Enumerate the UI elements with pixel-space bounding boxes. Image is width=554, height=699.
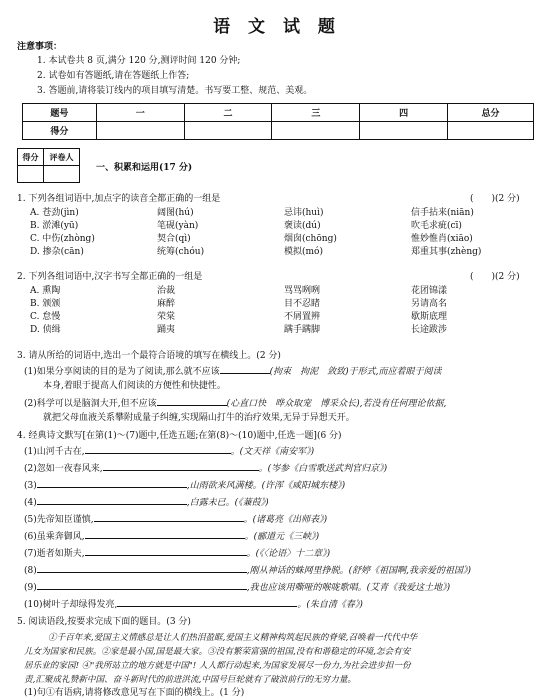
poem-prefix: (8) [24, 566, 37, 576]
q3-sub2-text: (2)科学可以是脑洞大开,但不应该 [24, 399, 157, 409]
poem-source: 。(文天祥《南安军》) [230, 447, 315, 457]
answer-blank[interactable] [117, 606, 297, 607]
poem-line [24, 582, 450, 595]
option: 骂骂咧咧 [284, 286, 321, 296]
header-cell: 二 [184, 104, 272, 122]
notice-item: 3. 答题前,请将装订线内的项目填写清楚。书写要工整、规范、美观。 [37, 86, 313, 96]
poem-source: ,白露未已。(《蒹葭》) [186, 498, 269, 508]
option: D. 掺杂(cān) [30, 247, 84, 257]
poem-prefix: (9) [24, 583, 37, 593]
q3-sub2-line2: 就把父母血液关系攀附成量子纠缠,实现隔山打牛的治疗效果,无异于异想天开。 [43, 413, 355, 423]
header-cell: 四 [360, 104, 448, 122]
header-cell: 一 [96, 104, 184, 122]
poem-source: 。(诸葛亮《出师表》) [243, 515, 328, 525]
q3-sub2-choices: (心直口快 哗众取宠 博采众长),若没有任何理论依据, [226, 399, 447, 409]
q5-sub1: (1)句①有语病,请将修改意见写在下面的横线上。(1 分) [24, 688, 245, 698]
q3-sub1-line2: 本身,着眼于提高人们阅读的方便性和快捷性。 [43, 381, 226, 391]
grader-score-label: 得分 [18, 149, 44, 166]
grader-score-cell[interactable] [18, 166, 44, 183]
notice-item: 2. 试卷如有答题纸,请在答题纸上作答; [37, 71, 190, 81]
exam-title: 语 文 试 题 [213, 17, 341, 37]
option: 信手拈来(niān) [411, 208, 474, 218]
option: A. 苍劲(jìn) [30, 208, 79, 218]
poem-prefix: (6)虽乘奔御风, [24, 532, 85, 542]
section-title: 一、积累和运用(17 分) [96, 163, 193, 173]
option: 郑重其事(zhèng) [411, 247, 482, 257]
option: 不屑置辨 [284, 312, 321, 322]
q2-mark: ( )(2 分) [470, 272, 520, 282]
option: 模拟(mó) [284, 247, 323, 257]
poem-prefix: (7)逝者如斯夫, [24, 549, 85, 559]
header-cell: 总分 [448, 104, 534, 122]
q3-sub2-line1 [24, 398, 446, 411]
option: 吹毛求疵(cī) [411, 221, 462, 231]
poem-prefix: (4) [24, 498, 37, 508]
score-cell[interactable] [272, 122, 360, 140]
poem-prefix: (5)先帝知臣谨慎, [24, 515, 94, 525]
option: D. 侦缉 [30, 325, 61, 335]
option: 麻醉 [157, 299, 176, 309]
answer-blank[interactable] [157, 405, 227, 406]
poem-line [24, 463, 387, 476]
option: 烟囱(chōng) [284, 234, 337, 244]
option: 蹒手蹒脚 [284, 325, 321, 335]
poem-line [24, 514, 327, 527]
option: 契合(qì) [157, 234, 191, 244]
option: 歇斯底理 [411, 312, 448, 322]
passage-line: 儿女为国家和民族。②家是最小国,国是最大家。③没有繁荣富强的祖国,没有和谐稳定的环境,怎会有安 [24, 647, 411, 657]
option: B. 颁颁 [30, 299, 61, 309]
poem-line [24, 497, 269, 510]
poem-source: 。(《〈论语〉十二章》) [246, 549, 331, 559]
poem-source: 。(郦道元《三峡》) [244, 532, 320, 542]
notice-heading: 注意事项： [17, 42, 63, 52]
option: C. 怠慢 [30, 312, 61, 322]
q5-stem: 5. 阅读语段,按要求完成下面的题目。(3 分) [17, 617, 191, 627]
option: 目不忍睹 [284, 299, 321, 309]
grader-name-cell[interactable] [44, 166, 80, 183]
poem-source: 。(岑参《白雪歌送武判官归京》) [258, 464, 388, 474]
option: 统筹(chóu) [157, 247, 205, 257]
q3-sub1-line1 [24, 366, 442, 379]
poem-line [24, 480, 345, 493]
poem-source: ,我也应该用嘶哑的喉咙歌唱。(艾青《我爱这土地》) [246, 583, 451, 593]
answer-blank[interactable] [220, 373, 270, 374]
answer-blank[interactable] [103, 470, 259, 471]
row-label: 得分 [23, 122, 97, 140]
notice-item: 1. 本试卷共 8 页,满分 120 分,测评时间 120 分钟; [37, 56, 241, 66]
option: 荣棠 [157, 312, 176, 322]
header-cell: 三 [272, 104, 360, 122]
option: 长途跋涉 [411, 325, 448, 335]
answer-blank[interactable] [94, 521, 244, 522]
option: 阔图(hú) [157, 208, 194, 218]
option: 笔砚(yàn) [157, 221, 199, 231]
poem-source: 。(朱自清《春》) [297, 600, 363, 610]
score-cell[interactable] [448, 122, 534, 140]
answer-blank[interactable] [85, 538, 245, 539]
grader-name-label: 评卷人 [44, 149, 80, 166]
q4-stem: 4. 经典诗文默写[在第(1)～(7)题中,任选五题;在第(8)～(10)题中,任选一题](6 分) [17, 431, 342, 441]
answer-blank[interactable] [37, 504, 187, 505]
q1-options [30, 207, 538, 259]
q1-stem: 1. 下列各组词语中,加点字的读音全都正确的一组是 [17, 194, 221, 204]
poem-line [24, 548, 330, 561]
answer-blank[interactable] [37, 589, 247, 590]
option: 治裁 [157, 286, 176, 296]
poem-line [24, 599, 363, 612]
table-row [23, 104, 534, 122]
poem-line [24, 565, 471, 578]
option: B. 淤滩(yū) [30, 221, 79, 231]
table-row [23, 122, 534, 140]
q3-stem: 3. 请从所给的词语中,选出一个最符合语境的填写在横线上。(2 分) [17, 351, 281, 361]
option: 惟妙惟肖(xiāo) [411, 234, 473, 244]
grader-box [17, 148, 80, 183]
answer-blank[interactable] [85, 555, 247, 556]
poem-prefix: (2)忽如一夜春风来, [24, 464, 103, 474]
poem-source: ,刚从神话的蛛网里挣脱。(舒婷《祖国啊,我亲爱的祖国》) [246, 566, 471, 576]
table-row [18, 149, 80, 166]
poem-prefix: (3) [24, 481, 37, 491]
option: 另请高名 [411, 299, 448, 309]
option: 花团锦漾 [411, 286, 448, 296]
q2-options [30, 285, 538, 337]
header-cell: 题号 [23, 104, 97, 122]
poem-line [24, 531, 319, 544]
poem-line [24, 446, 314, 459]
poem-prefix: (1)山河千古在, [24, 447, 85, 457]
poem-prefix: (10)树叶子却绿得发亮, [24, 600, 118, 610]
passage-line: 居乐业的家园! ④"我所站立的地方就是中国"! 人人都行动起来,为国家发展尽一份力,为社会进步担一份 [24, 661, 411, 671]
option: C. 中伤(zhòng) [30, 234, 95, 244]
answer-blank[interactable] [37, 572, 247, 573]
score-cell[interactable] [184, 122, 272, 140]
q2-stem: 2. 下列各组词语中,汉字书写全都正确的一组是 [17, 272, 203, 282]
passage-line: ①千百年来,爱国主义情感总是让人们热泪盈眶,爱国主义精神构筑起民族的脊梁,召唤着一代代中华 [48, 633, 418, 643]
q3-sub1-choices: (拘束 拘泥 敛致)于形式,而应着眼于阅读 [269, 367, 442, 377]
score-cell[interactable] [96, 122, 184, 140]
option: 忌讳(huì) [284, 208, 324, 218]
q1-mark: ( )(2 分) [470, 194, 520, 204]
option: 踊夷 [157, 325, 176, 335]
score-cell[interactable] [360, 122, 448, 140]
passage-line: 责,汇聚成礼赞新中国、奋斗新时代的前进洪流,中国号巨轮就有了破浪前行的无穷力量。 [24, 675, 357, 685]
option: 褒读(dú) [284, 221, 321, 231]
option: A. 熏陶 [30, 286, 61, 296]
answer-blank[interactable] [85, 453, 231, 454]
poem-source: ,山雨欲来风满楼。(许浑《咸阳城东楼》) [186, 481, 346, 491]
table-row [18, 166, 80, 183]
q3-sub1-text: (1)如果分享阅读的目的是为了阅读,那么就不应该 [24, 367, 220, 377]
score-table [22, 103, 534, 140]
answer-blank[interactable] [37, 487, 187, 488]
